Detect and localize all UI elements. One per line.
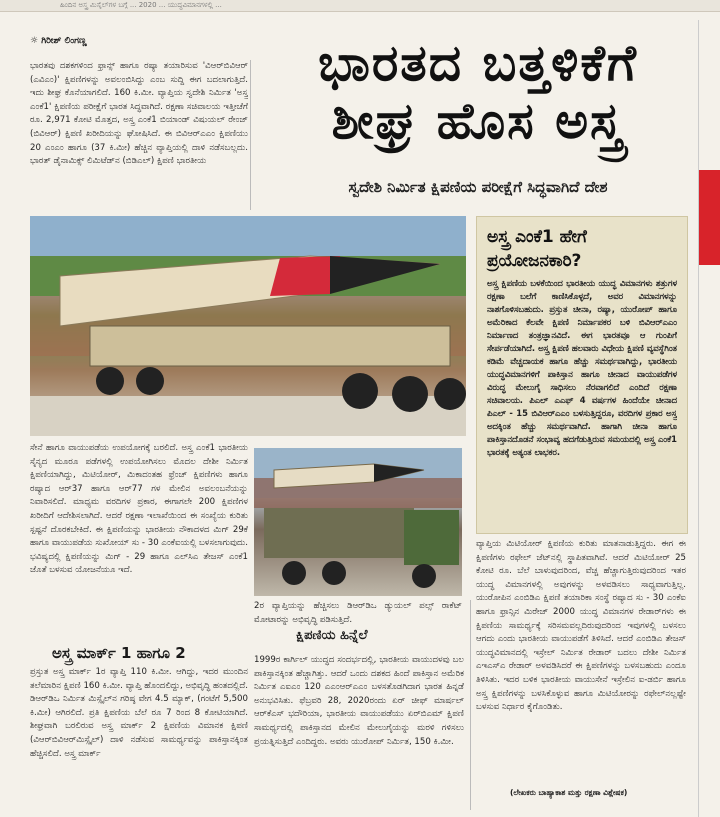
headline-line-1: ಭಾರತದ ಬತ್ತಳಿಕೆಗೆ [318, 34, 638, 92]
column-2-bottom [254, 654, 464, 812]
top-strip [0, 0, 720, 12]
byline-author: ಗಿರೀಶ್ ಲಿಂಗಣ್ಣ [41, 36, 87, 46]
paragraph: ವ್ಯಾಪ್ತಿಯ ಮಿಟಿಯೋರ್ ಕ್ಷಿಪಣಿಯ ಕುರಿತು ಮಾತನಾಡುತ್ತಿದ್ದರು. ಈಗ ಈ ಕ್ಷಿಪಣಿಗಳು ರಫೇಲ್ ಜೆಟ್‌ನಲ್ಲಿ ಸ್ಥಾಪಿತವಾಗಿವೆ. ಆದರೆ ಮಿಟಿಯೋರ್ 25 ಕೋಟಿ ರೂ. ಬೆಲೆ ಬಾಳುವುದರಿಂದ, ವೆಚ್ಚ ಹೆಚ್ಚಾಗುತ್ತಿರುವುದರಿಂದ ಇತರ ಯುದ್ಧ ವಿಮಾನಗಳಲ್ಲಿ ಅವುಗಳನ್ನು ಅಳವಡಿಸಲು ಸಾಧ್ಯವಾಗುತ್ತಿಲ್ಲ. ಯುರೋಪಿನ ಎಂಬಿಡಿಎ ಕ್ಷಿಪಣಿ ತಯಾರಿಕಾ ಸಂಸ್ಥೆ ರಷ್ಯಾದ ಸು - 30 ಎಂಕೆಐ ಹಾಗೂ ಫ್ರಾನ್ಸಿನ ಮಿರೇಜ್ 2000 ಯುದ್ಧ ವಿಮಾನಗಳ ರೇಡಾರ್‌ಗಳು ಈ ಕ್ಷಿಪಣಿಯ ಸಾಮರ್ಥ್ಯಕ್ಕೆ ಸರಿಸಮವಲ್ಲದಿರುವುದರಿಂದ ಇವುಗಳಲ್ಲಿ ಬಳಸಲು ಆಗದು ಎಂದು ಭಾರತೀಯ ವಾಯುಪಡೆಗೆ ತಿಳಿಸಿದೆ. ಆದರೆ ಎಂಬಿಡಿಎ ತೇಜಸ್ ಯುದ್ಧವಿಮಾನದಲ್ಲಿ ಇಸ್ರೇಲ್ ನಿರ್ಮಿತ ರೇಡಾರ್ ಬದಲು ದೇಶೀ ನಿರ್ಮಿತ ಎಇಎಸ್‌ಎ ರೇಡಾರ್ ಅಳವಡಿಸಿದರೆ ಈ ಕ್ಷಿಪಣಿಗಳನ್ನು ಬಳಸಬಹುದು ಎಂದೂ ತಿಳಿಸಿತು. ಇದರ ಬಳಿಕ ಭಾರತೀಯ ವಾಯುಸೇನೆ ಇಸ್ರೇಲಿನ ಐ-ಡರ್ಬಿ ಹಾಗೂ ಅಸ್ತ್ರ ಕ್ಷಿಪಣಿಗಳನ್ನು ಬಳಸಿಕೊಳ್ಳುವ ಹಾಗೂ ಮಿಟಿಯೋರನ್ನು ರಫೇಲ್‌ನಲ್ಲಷ್ಟೇ ಬಳಸುವ ನಿರ್ಧಾರ ಕೈಗೊಂಡಿತು. [476, 539, 686, 713]
missile-parade-photo [30, 216, 466, 436]
headline-line-2: ಶೀಘ್ರ ಹೊಸ ಅಸ್ತ್ರ [331, 92, 625, 150]
column-1-middle [30, 442, 248, 642]
column-divider [250, 60, 251, 210]
column-divider [470, 600, 471, 810]
photo-caption [254, 600, 462, 628]
section-title-mark: ಅಸ್ತ್ರ ಮಾರ್ಕ್ 1 ಹಾಗೂ 2 [52, 644, 186, 662]
byline-icon: ☼ [30, 36, 39, 46]
adjacent-red-block [699, 170, 720, 265]
author-note: (ಲೇಖಕರು ಬಾಹ್ಯಾಕಾಶ ಮತ್ತು ರಕ್ಷಣಾ ವಿಶ್ಲೇಷಕ) [510, 788, 628, 797]
sidebar-box [476, 216, 688, 534]
missile-illustration [30, 216, 466, 436]
column-1-top [30, 60, 248, 212]
column-3-bottom [476, 538, 686, 782]
byline [30, 36, 87, 46]
sidebar-body: ಅಸ್ತ್ರ ಕ್ಷಿಪಣಿಯ ಬಳಕೆಯಿಂದ ಭಾರತೀಯ ಯುದ್ಧ ವಿಮಾನಗಳು ಶತ್ರುಗಳ ರಕ್ಷಣಾ ಬಲೆಗೆ ಕಾಣಿಸಿಕೊಳ್ಳದೆ, ಅವರ ವಿಮಾನಗಳನ್ನು ನಾಶಗೊಳಿಸಬಹುದು. ಪ್ರಸ್ತುತ ಚೀನಾ, ರಷ್ಯಾ, ಯುರೋಪ್ ಹಾಗೂ ಅಮೆರಿಕಾದ ಕೆಲವೇ ಕ್ಷಿಪಣಿ ನಿರ್ಮಾಪಕರ ಬಳಿ ಬಿವಿಆರ್‌ಎಎಂ ನಿರ್ಮಾಣದ ತಂತ್ರಜ್ಞಾನವಿದೆ. ಈಗ ಭಾರತವೂ ಆ ಗುಂಪಿಗೆ ಸೇರ್ಪಡೆಯಾಗಿದೆ. ಅಸ್ತ್ರ ಕ್ಷಿಪಣಿ ಹಲವಾರು ವಿಧೇಯ ಕ್ಷಿಪಣಿ ವ್ಯವಸ್ಥೆಗಿಂತ ಕಡಿಮೆ ವೆಚ್ಚದಾಯಕ ಹಾಗೂ ಹೆಚ್ಚು ಸಮರ್ಥವಾಗಿದ್ದು, ಭಾರತೀಯ ಯುದ್ಧವಿಮಾನಗಳಿಗೆ ಪಾಕಿಸ್ತಾನ ಹಾಗೂ ಚೀನಾದ ವಾಯುಪಡೆಗಳ ವಿರುದ್ಧ ಮೇಲುಗೈ ಸಾಧಿಸಲು ನೆರವಾಗಲಿದೆ ಎಂದಿದೆ ರಕ್ಷಣಾ ಸಚಿವಾಲಯ. ಪಿಎಲ್ ಎಎಫ್ 4 ವರ್ಷಗಳ ಹಿಂದೆಯೇ ಚೀನಾದ ಪಿಎಲ್ - 15 ಬಿವಿಆರ್‌ಎಎಂ ಬಳಸುತ್ತಿದ್ದರೂ, ವರದಿಗಳ ಪ್ರಕಾರ ಅಸ್ತ್ರ ಅದಕ್ಕಿಂತ ಹೆಚ್ಚು ಸಮರ್ಥವಾಗಿದೆ. ಹಾಗಾಗಿ ಚೀನಾ ಹಾಗೂ ಪಾಕಿಸ್ತಾನದೊಡನೆ ಸಂಭಾವ್ಯ ಹದಗೆಡುತ್ತಿರುವ ಸಮಯದಲ್ಲಿ ಅಸ್ತ್ರ ಎಂಕೆ1 ಭಾರತಕ್ಕೆ ಅತ್ಯಂತ ಲಾಭಕರ. [487, 278, 677, 457]
paragraph: 1999ರ ಕಾರ್ಗಿಲ್ ಯುದ್ಧದ ಸಂದರ್ಭದಲ್ಲಿ, ಭಾರತೀಯ ವಾಯುದಳವು ಬಲ ಪಾಕಿಸ್ತಾನಕ್ಕಿಂತ ಹೆಚ್ಚಾಗಿತ್ತು. ಆದರೆ ಒಂದು ದಶಕದ ಹಿಂದೆ ಪಾಕಿಸ್ತಾನ ಅಮೆರಿಕ ನಿರ್ಮಿತ ಎಐಎಂ 120 ಎಎಂಆರ್‌ಎಎಂ ಬಳಸತೊಡಗಿದಾಗ ಭಾರತ ಹಿನ್ನಡೆ ಅನುಭವಿಸಿತು. ಫೆಬ್ರವರಿ 28, 2020ರಂದು ಏರ್ ಚೀಫ್ ಮಾರ್ಷಲ್ ಆರ್‌ಕೆಎಸ್ ಭದೌರಿಯಾ, ಭಾರತೀಯ ವಾಯುಪಡೆಯು ಏರ್‌ಬಿಎಮ್ ಕ್ಷಿಪಣಿ ಸಾಮರ್ಥ್ಯದಲ್ಲಿ ಪಾಕಿಸ್ತಾನದ ಮೇಲಿನ ಮೇಲುಗೈಯನ್ನು ಮರಳಿ ಗಳಿಸಲು ಪ್ರಯತ್ನಿಸುತ್ತಿದೆ ಎಂದಿದ್ದರು. ಅವರು ಯುರೋಪ್ ನಿರ್ಮಿತ, 150 ಕಿ.ಮೀ. [254, 655, 464, 747]
paragraph: ಸೇನೆ ಹಾಗೂ ವಾಯುಪಡೆಯ ಉಪಯೋಗಕ್ಕೆ ಬರಲಿದೆ. ಅಸ್ತ್ರ ಎಂಕೆ1 ಭಾರತೀಯ ಸೈನ್ಯದ ಮೂರೂ ಪಡೆಗಳಲ್ಲಿ ಉಪಯೋಗಿಸಲು ಮೊದಲ ದೇಶೀ ನಿರ್ಮಿತ ಕ್ಷಿಪಣಿಯಾಗಿದ್ದು, ಮಿಟಿಯೋರ್, ಮಿಕಾದಂತಹ ಫ್ರೆಂಚ್ ಕ್ಷಿಪಣಿಗಳು ಹಾಗೂ ರಷ್ಯಾದ ಆರ್‌37 ಹಾಗೂ ಆರ್‌77 ಗಳ ಮೇಲಿನ ಅವಲಂಬನೆಯನ್ನು ನಿವಾರಿಸಲಿದೆ. ಮಾಧ್ಯಮ ವರದಿಗಳ ಪ್ರಕಾರ, ಈಗಾಗಲೇ 200 ಕ್ಷಿಪಣಿಗಳ ಖರೀದಿಗೆ ಆದೇಶಿಸಲಾಗಿದೆ. ಆದರೆ ರಕ್ಷಣಾ ಇಲಾಖೆಯಿಂದ ಈ ಸಂಖ್ಯೆಯ ಕುರಿತು ಸ್ಪಷ್ಟನೆ ದೊರಕಬೇಕಿದೆ. ಈ ಕ್ಷಿಪಣಿಯನ್ನು ಭಾರತೀಯ ನೌಕಾದಳದ ಮಿಗ್ 29ಕೆ ಹಾಗೂ ವಾಯುಪಡೆಯ ಸುಖೋಯ್ ಸು - 30 ಎಂಕೆಐಯಲ್ಲಿ ಬಳಸಲಾಗುವುದು. ಭವಿಷ್ಯದಲ್ಲಿ ಕ್ಷಿಪಣಿಯನ್ನು ಮಿಗ್ - 29 ಹಾಗೂ ಎಲ್‌ಸಿಎ ತೇಜಸ್ ಎಂಕೆ1 ಜೊತೆ ಬಳಸುವ ಯೋಜನೆಯೂ ಇದೆ. [30, 443, 248, 576]
adjacent-page-edge [698, 20, 720, 817]
caption-text: 2ರ ವ್ಯಾಪ್ತಿಯನ್ನು ಹೆಚ್ಚಿಸಲು ಡಿಆರ್‌ಡಿಒ ಡ್ಯುಯಲ್ ಪಲ್ಸ್ ರಾಕೆಟ್ ಮೋಟಾರನ್ನು ಅಭಿವೃದ್ಧಿ ಪಡಿಸುತ್ತಿದೆ. [254, 601, 462, 625]
paragraph: ಪ್ರಸ್ತುತ ಅಸ್ತ್ರ ಮಾರ್ಕ್ 1ರ ವ್ಯಾಪ್ತಿ 110 ಕಿ.ಮೀ. ಆಗಿದ್ದು, ಇದರ ಮುಂದಿನ ತಲೆಮಾರಿನ ಕ್ಷಿಪಣಿ 160 ಕಿ.ಮೀ. ವ್ಯಾಪ್ತಿ ಹೊಂದಲಿದ್ದು, ಅಭಿವೃದ್ಧಿ ಹಂತದಲ್ಲಿದೆ. ಡಿಆರ್‌ಡಿಒ ನಿರ್ಮಿತ ಮಿಸ್ಸೈಲ್‌ನ ಗರಿಷ್ಠ ವೇಗ 4.5 ಮ್ಯಾಕ್, (ಗಂಟೆಗೆ 5,500 ಕಿ.ಮೀ) ಆಗಿರಲಿದೆ. ಪ್ರತಿ ಕ್ಷಿಪಣಿಯ ಬೆಲೆ ರೂ 7 ರಿಂದ 8 ಕೋಟಿಯಾಗಿದೆ. ಶೀಘ್ರವಾಗಿ ಬರಲಿರುವ ಅಸ್ತ್ರ ಮಾರ್ಕ್ 2 ಕ್ಷಿಪಣಿಯ ವಿಮಾನಕ ಕ್ಷಿಪಣಿ (ವಿಆರ್‌ಬಿವಿಆರ್‌ಮಿಸ್ಸೈಲ್) ದಾಳಿ ನಡೆಸುವ ಸಾಮರ್ಥ್ಯವನ್ನು ಪಾಕಿಸ್ತಾನಕ್ಕಿಂತ ಹೆಚ್ಚಿಸಲಿದೆ. ಅಸ್ತ್ರ ಮಾರ್ಕ್ [30, 667, 248, 759]
column-1-bottom [30, 666, 248, 812]
sidebar-title: ಅಸ್ತ್ರ ಎಂಕೆ1 ಹೇಗೆ ಪ್ರಯೋಜನಕಾರಿ? [487, 227, 587, 271]
truck-illustration [254, 448, 462, 596]
subheadline: ಸ್ವದೇಶಿ ನಿರ್ಮಿತ ಕ್ಷಿಪಣಿಯ ಪರೀಕ್ಷೆಗೆ ಸಿದ್ಧವಾಗಿದೆ ದೇಶ [348, 178, 608, 196]
paragraph: ಭಾರತವು ದಶಕಗಳಿಂದ ಫ್ರಾನ್ಸ್ ಹಾಗೂ ರಷ್ಯಾ ತಯಾರಿಸುವ 'ವಿಆರ್‌ಬಿವಿಆರ್ (ಎವಿಎಂ)' ಕ್ಷಿಪಣಿಗಳನ್ನು ಅವಲಂಬಿಸಿದ್ದು ಎಂಬ ಸುದ್ದಿ ಈಗ ಬದಲಾಗುತ್ತಿದೆ. ಇದು ಶೀಘ್ರ ಕೊನೆಯಾಗಲಿದೆ. 160 ಕಿ.ಮೀ. ವ್ಯಾಪ್ತಿಯ ಸ್ವದೇಶಿ ನಿರ್ಮಿತ 'ಅಸ್ತ್ರ ಎಂಕೆ1' ಕ್ಷಿಪಣಿಯ ಪರೀಕ್ಷೆಗೆ ಭಾರತ ಸಿದ್ಧವಾಗಿದೆ. ರಕ್ಷಣಾ ಸಚಿವಾಲಯ ಇತ್ತೀಚೆಗೆ ರೂ. 2,971 ಕೋಟಿ ಮೊತ್ತದ, ಅಸ್ತ್ರ ಎಂಕೆ1 ಬಿಯಾಂಡ್ ವಿಷುಯಲ್ ರೇಂಜ್ (ಬಿವಿಆರ್) ಕ್ಷಿಪಣಿ ಖರೀದಿಯನ್ನು ಘೋಷಿಸಿದೆ. ಈ ಬಿವಿಆರ್‌ಎಎಂ ಕ್ಷಿಪಣಿಯು 20 ಎಂಎಂ ಹಾಗೂ (37 ಕಿ.ಮೀ) ಹೆಚ್ಚಿನ ವ್ಯಾಪ್ತಿಯಲ್ಲಿ ದಾಳಿ ನಡೆಸಬಲ್ಲದು. ಭಾರತ್ ಡೈನಾಮಿಕ್ಸ್ ಲಿಮಿಟೆಡ್‌ನ (ಬಿಡಿಎಲ್) ಕ್ಷಿಪಣಿ ಭಾರತೀಯ [30, 61, 248, 167]
top-strip-text: ಹಿಂದಿನ ಅಸ್ತ್ರ ಮಿಸೈಲ್‌ಗಳ ಬಗ್ಗೆ ... 2020 ... ಯುದ್ಧವಿಮಾನಗಳಲ್ಲಿ ... [60, 1, 222, 9]
missile-truck-photo [254, 448, 462, 596]
headline [258, 34, 698, 150]
section-title-background: ಕ್ಷಿಪಣಿಯ ಹಿನ್ನೆಲೆ [296, 628, 368, 643]
